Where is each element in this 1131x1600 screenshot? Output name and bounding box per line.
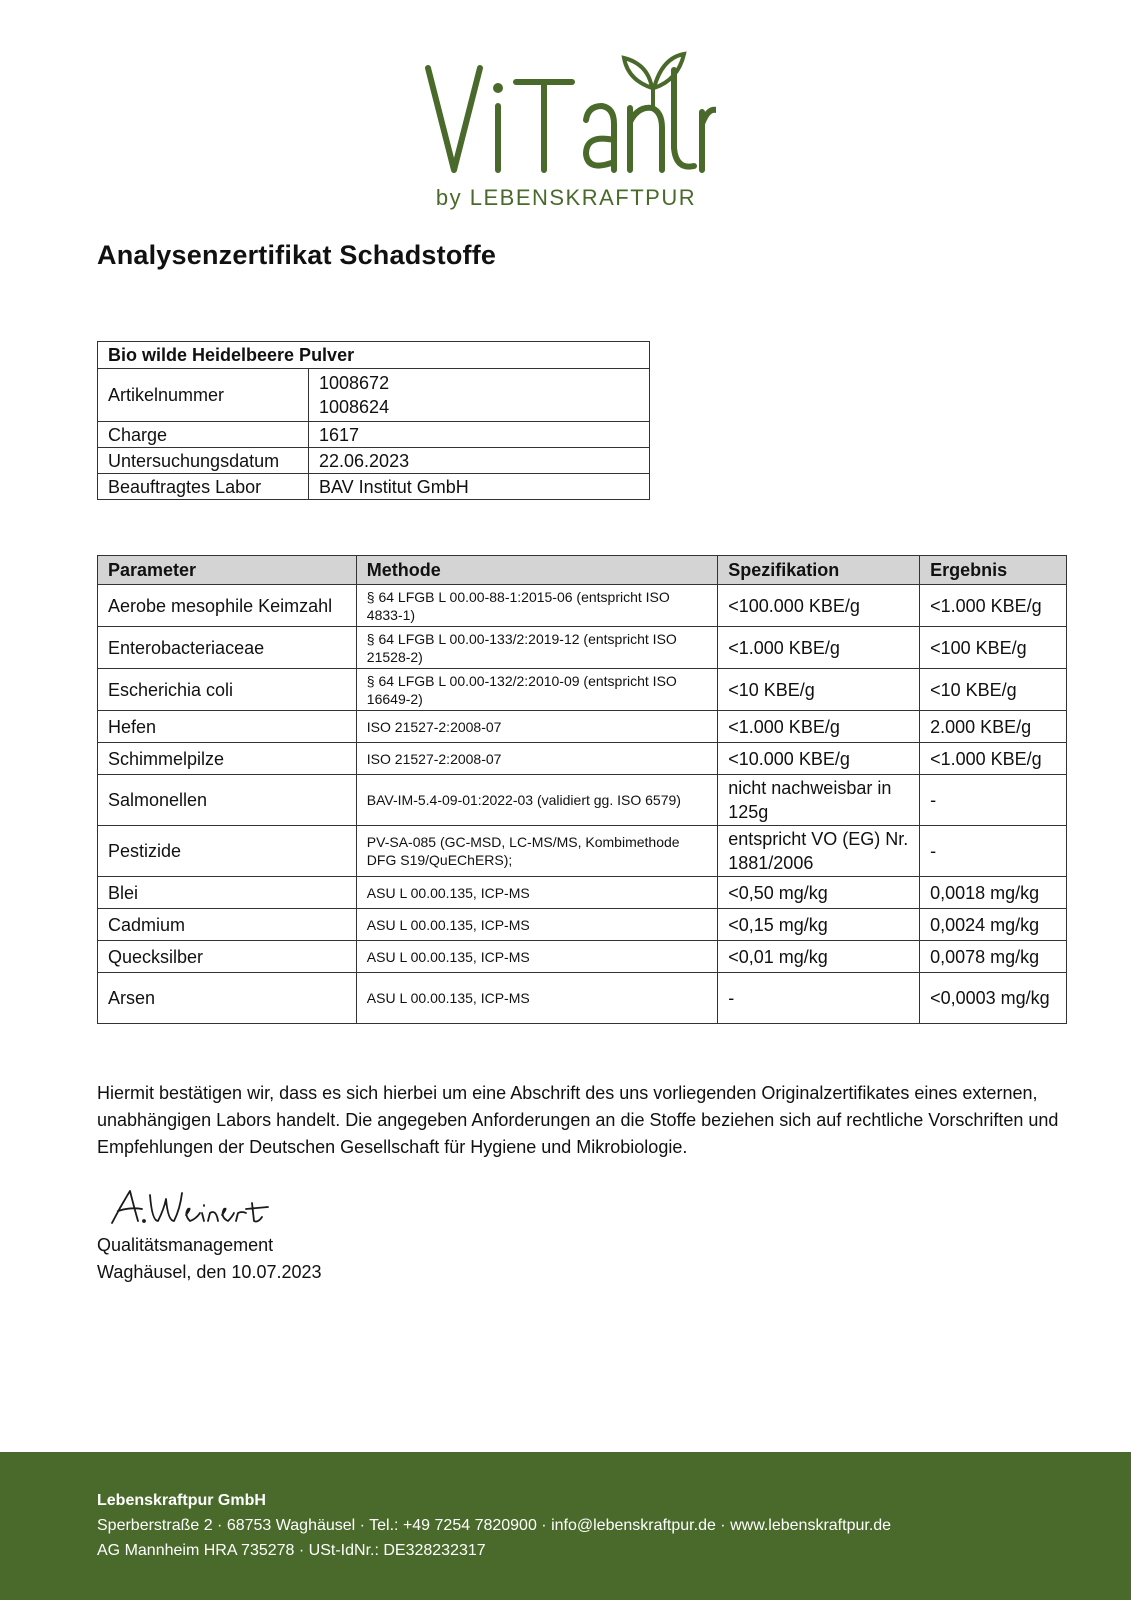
result-cell: <1.000 KBE/g	[920, 743, 1067, 775]
info-label: Charge	[98, 422, 309, 448]
parameter-cell: Blei	[98, 877, 357, 909]
result-cell: 2.000 KBE/g	[920, 711, 1067, 743]
parameter-cell: Enterobacteriaceae	[98, 627, 357, 669]
product-info-table	[97, 341, 650, 500]
product-name: Bio wilde Heidelbeere Pulver	[98, 342, 650, 369]
method-cell: ASU L 00.00.135, ICP-MS	[356, 909, 717, 941]
page-title: Analysenzertifikat Schadstoffe	[97, 240, 497, 270]
table-row	[98, 743, 1067, 775]
info-value: BAV Institut GmbH	[309, 474, 650, 500]
spec-cell: -	[718, 973, 920, 1024]
article-number: 1008624	[319, 397, 390, 417]
vitanur-logo-mark	[416, 28, 716, 214]
footer-company: Lebenskraftpur GmbH	[97, 1492, 266, 1509]
result-cell: 0,0018 mg/kg	[920, 877, 1067, 909]
spec-cell: nicht nachweisbar in 125g	[718, 775, 920, 826]
confirmation-statement: Hiermit bestätigen wir, dass es sich hierbei um eine Abschrift des uns vorliegenden Originalzertifikates eines externen, unabhängigen Labors handelt. Die angegeben Anforderungen an die Stoffe beziehen sich auf rechtliche Vorschriften und Empfehlungen der Deutschen Gesellschaft für Hygiene und Mikrobiologie.	[97, 1083, 1059, 1157]
spec-cell: <1.000 KBE/g	[718, 711, 920, 743]
svg-text:by LEBENSKRAFTPUR: by LEBENSKRAFTPUR	[435, 185, 696, 210]
info-row-untersuchungsdatum	[98, 448, 650, 474]
result-cell: 0,0078 mg/kg	[920, 941, 1067, 973]
footer-contact	[97, 1488, 891, 1563]
result-cell: -	[920, 775, 1067, 826]
method-cell: § 64 LFGB L 00.00-133/2:2019-12 (entspricht ISO 21528-2)	[356, 627, 717, 669]
method-cell: ASU L 00.00.135, ICP-MS	[356, 973, 717, 1024]
signer-department: Qualitätsmanagement	[97, 1235, 274, 1255]
column-header: Parameter	[98, 556, 357, 585]
info-label: Beauftragtes Labor	[98, 474, 309, 500]
result-cell: -	[920, 826, 1067, 877]
parameter-cell: Schimmelpilze	[98, 743, 357, 775]
parameter-cell: Pestizide	[98, 826, 357, 877]
column-header: Methode	[356, 556, 717, 585]
table-row	[98, 826, 1067, 877]
method-cell: PV-SA-085 (GC-MSD, LC-MS/MS, Kombimethode DFG S19/QuEChERS);	[356, 826, 717, 877]
method-cell: BAV-IM-5.4-09-01:2022-03 (validiert gg. ISO 6579)	[356, 775, 717, 826]
column-header: Spezifikation	[718, 556, 920, 585]
spec-cell: <0,15 mg/kg	[718, 909, 920, 941]
method-cell: § 64 LFGB L 00.00-88-1:2015-06 (entspricht ISO 4833-1)	[356, 585, 717, 627]
info-label: Untersuchungsdatum	[98, 448, 309, 474]
parameter-cell: Cadmium	[98, 909, 357, 941]
parameter-cell: Arsen	[98, 973, 357, 1024]
table-row	[98, 585, 1067, 627]
info-value	[309, 369, 650, 422]
signer-block	[97, 1232, 322, 1286]
table-row	[98, 669, 1067, 711]
table-row	[98, 775, 1067, 826]
method-cell: ASU L 00.00.135, ICP-MS	[356, 877, 717, 909]
spec-cell: entspricht VO (EG) Nr. 1881/2006	[718, 826, 920, 877]
vitanur-logo	[0, 28, 1131, 214]
spec-cell: <0,01 mg/kg	[718, 941, 920, 973]
signer-place-date: Waghäusel, den 10.07.2023	[97, 1262, 322, 1282]
info-label: Artikelnummer	[98, 369, 309, 422]
result-cell: <100 KBE/g	[920, 627, 1067, 669]
table-row	[98, 627, 1067, 669]
result-cell: <1.000 KBE/g	[920, 585, 1067, 627]
method-cell: ASU L 00.00.135, ICP-MS	[356, 941, 717, 973]
article-number: 1008672	[319, 373, 390, 393]
spec-cell: <0,50 mg/kg	[718, 877, 920, 909]
result-cell: <0,0003 mg/kg	[920, 973, 1067, 1024]
spec-cell: <1.000 KBE/g	[718, 627, 920, 669]
method-cell: § 64 LFGB L 00.00-132/2:2010-09 (entspricht ISO 16649-2)	[356, 669, 717, 711]
handwritten-signature	[108, 1185, 273, 1229]
table-row	[98, 711, 1067, 743]
parameter-cell: Escherichia coli	[98, 669, 357, 711]
table-row	[98, 973, 1067, 1024]
results-header-row	[98, 556, 1067, 585]
results-table	[97, 555, 1067, 1024]
info-value: 22.06.2023	[309, 448, 650, 474]
info-value: 1617	[309, 422, 650, 448]
info-row-artikelnummer	[98, 369, 650, 422]
footer-registry: AG Mannheim HRA 735278 · USt-IdNr.: DE328232317	[97, 1542, 486, 1559]
parameter-cell: Quecksilber	[98, 941, 357, 973]
parameter-cell: Salmonellen	[98, 775, 357, 826]
info-row-labor	[98, 474, 650, 500]
page-footer	[0, 1452, 1131, 1600]
table-row	[98, 877, 1067, 909]
table-row	[98, 909, 1067, 941]
spec-cell: <10 KBE/g	[718, 669, 920, 711]
info-row-charge	[98, 422, 650, 448]
footer-address: Sperberstraße 2 · 68753 Waghäusel · Tel.: +49 7254 7820900 · info@lebenskraftpur.de · www.lebenskraftpur.de	[97, 1517, 892, 1534]
result-cell: 0,0024 mg/kg	[920, 909, 1067, 941]
spec-cell: <10.000 KBE/g	[718, 743, 920, 775]
parameter-cell: Aerobe mesophile Keimzahl	[98, 585, 357, 627]
product-name-row	[98, 342, 650, 369]
parameter-cell: Hefen	[98, 711, 357, 743]
spec-cell: <100.000 KBE/g	[718, 585, 920, 627]
table-row	[98, 941, 1067, 973]
method-cell: ISO 21527-2:2008-07	[356, 711, 717, 743]
method-cell: ISO 21527-2:2008-07	[356, 743, 717, 775]
column-header: Ergebnis	[920, 556, 1067, 585]
result-cell: <10 KBE/g	[920, 669, 1067, 711]
